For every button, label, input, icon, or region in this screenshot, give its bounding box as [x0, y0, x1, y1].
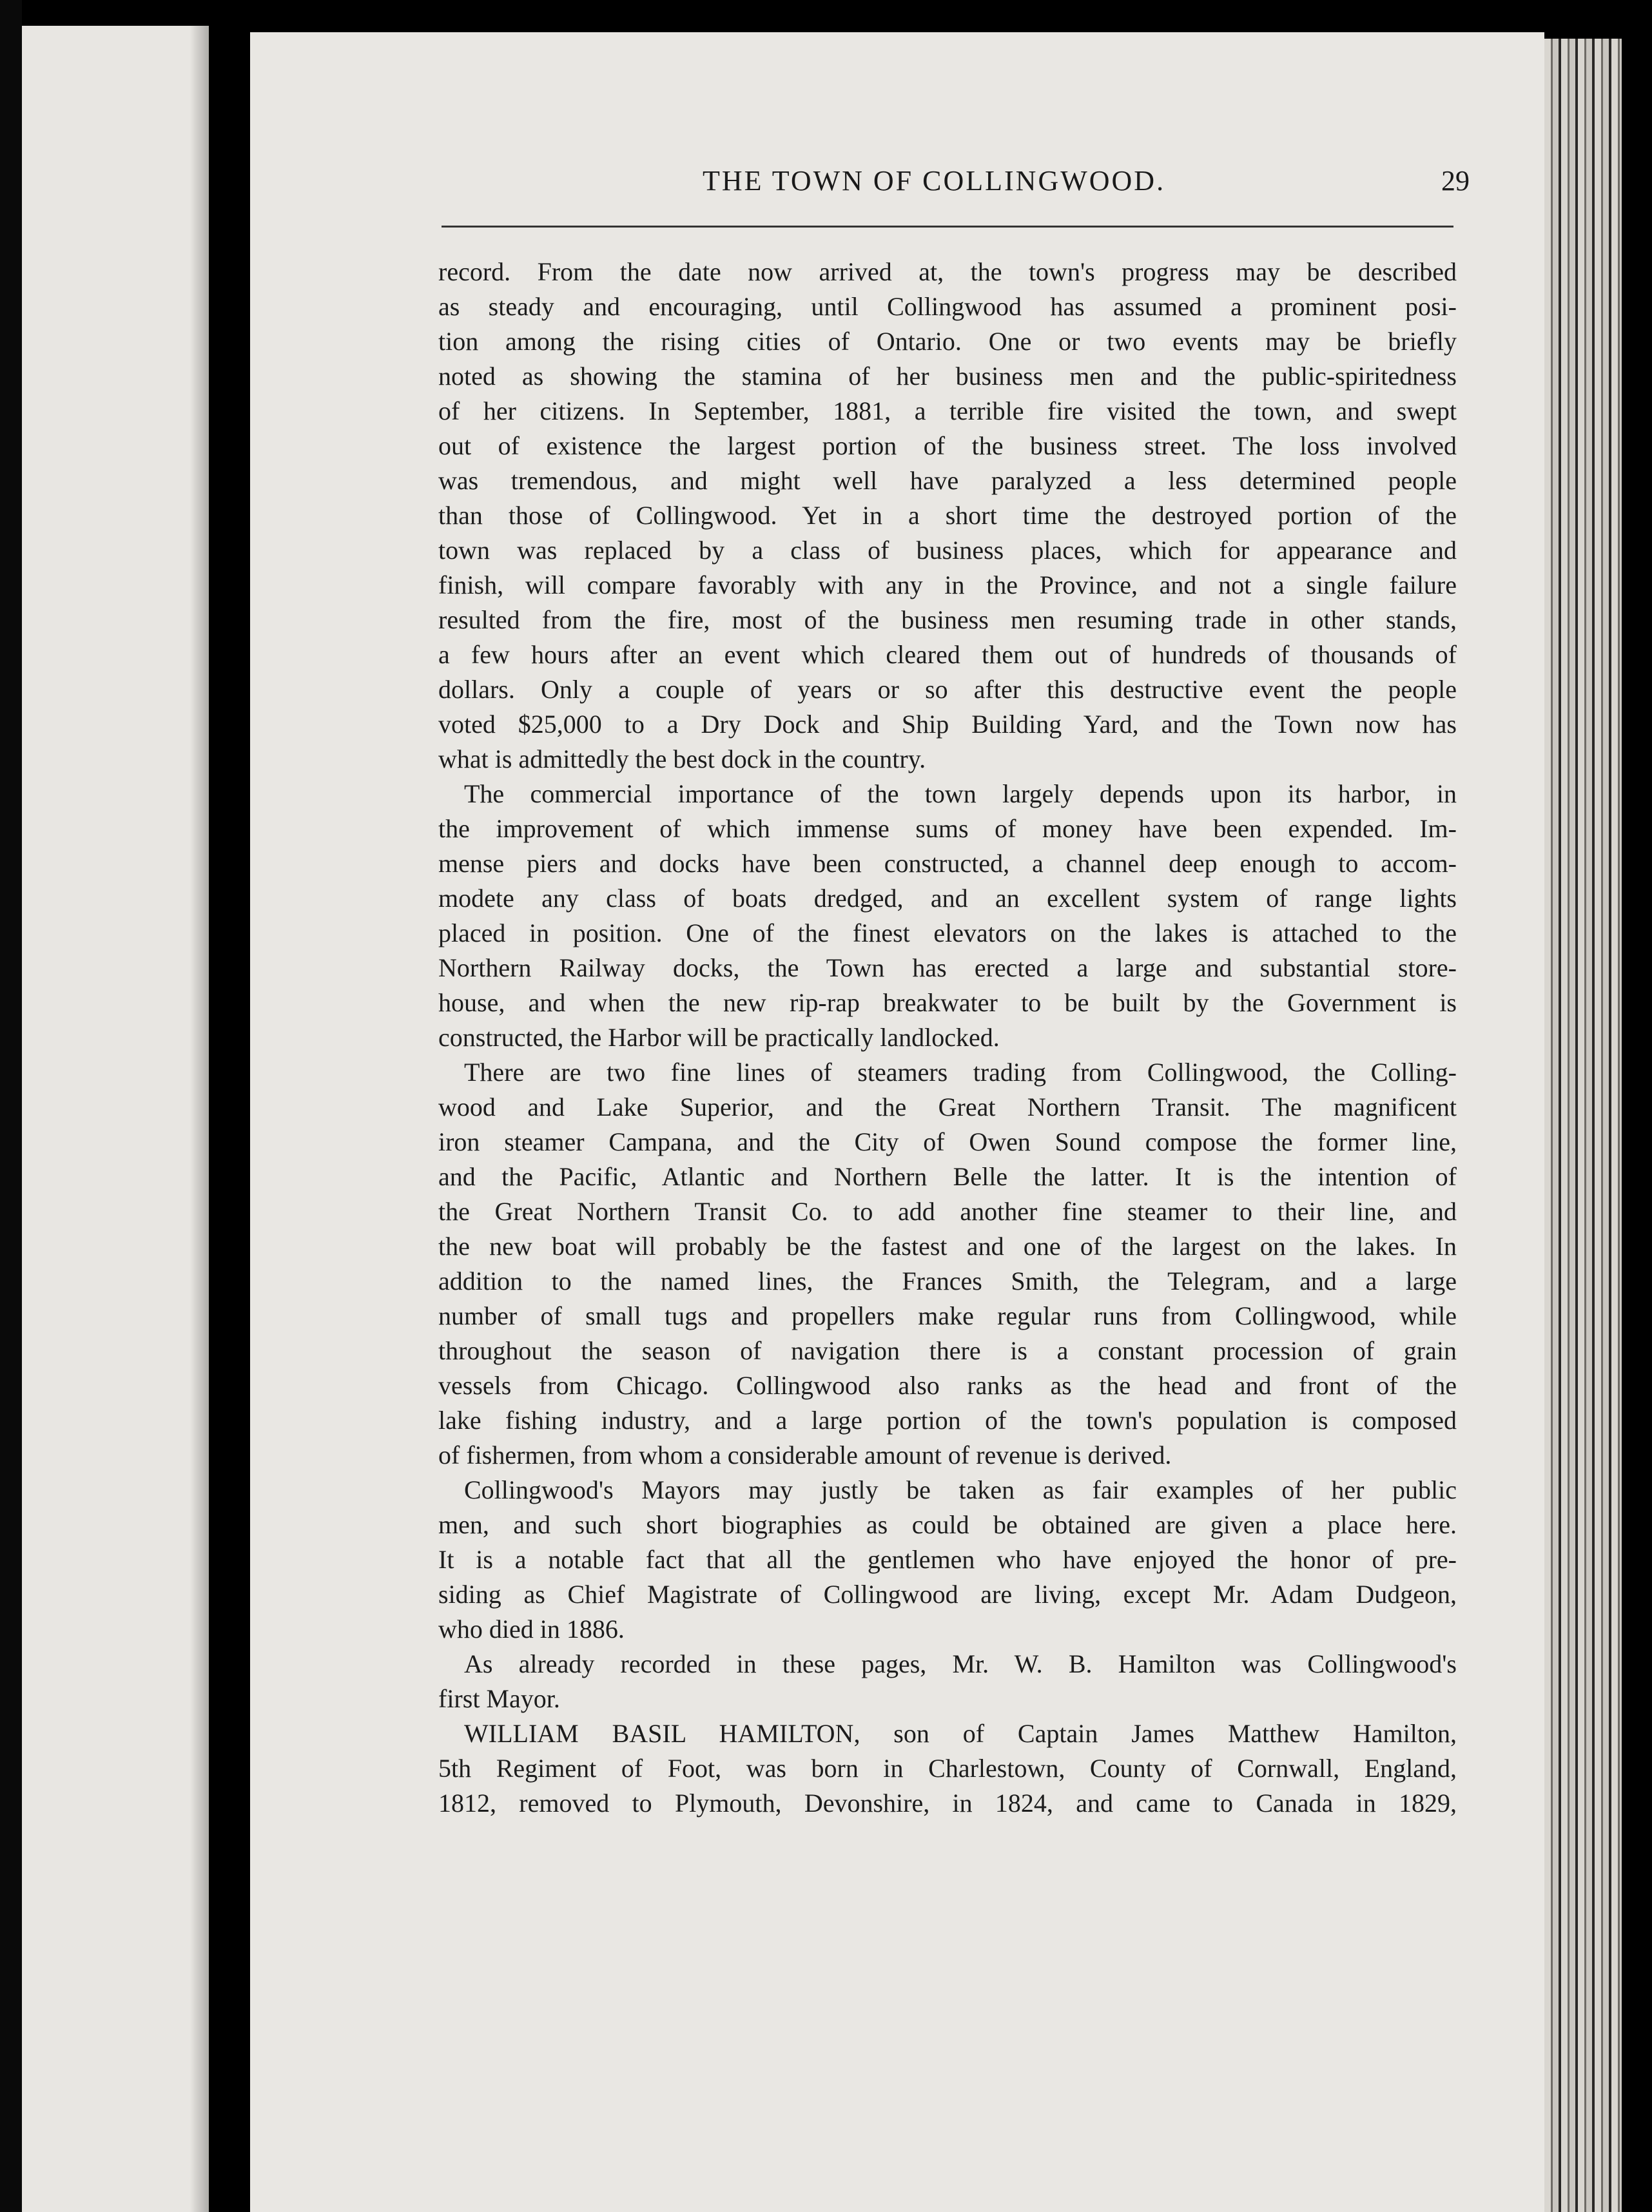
- text-line: 5th Regiment of Foot, was born in Charlestown, County of Cornwall, England,: [438, 1754, 1457, 1783]
- text-line: mense piers and docks have been constructed, a channel deep enough to accom-: [438, 849, 1457, 878]
- text-line: There are two fine lines of steamers trading from Collingwood, the Colling-: [464, 1058, 1457, 1087]
- page-header: [438, 164, 1508, 209]
- facing-page-edge: [22, 26, 209, 2212]
- text-line: the new boat will probably be the fastest and one of the largest on the lakes. In: [438, 1232, 1457, 1261]
- text-line: finish, will compare favorably with any in the Province, and not a single failure: [438, 570, 1457, 599]
- text-line: addition to the named lines, the Frances Smith, the Telegram, and a large: [438, 1266, 1457, 1295]
- text-line: number of small tugs and propellers make regular runs from Collingwood, while: [438, 1301, 1457, 1330]
- text-line: placed in position. One of the finest elevators on the lakes is attached to the: [438, 918, 1457, 947]
- text-line: who died in 1886.: [438, 1615, 625, 1644]
- page-number: 29: [1441, 165, 1470, 197]
- header-rule: [442, 226, 1453, 228]
- scan-right-edge: [1622, 0, 1652, 2212]
- text-line: first Mayor.: [438, 1684, 560, 1713]
- text-line: tion among the rising cities of Ontario. One or two events may be briefly: [438, 327, 1457, 356]
- body-text: [438, 255, 1457, 1821]
- text-line: house, and when the new rip-rap breakwater to be built by the Government is: [438, 988, 1457, 1017]
- scan-left-edge: [0, 0, 22, 2212]
- text-line: 1812, removed to Plymouth, Devonshire, in 1824, and came to Canada in 1829,: [438, 1789, 1457, 1818]
- text-line: a few hours after an event which cleared them out of hundreds of thousands of: [438, 640, 1457, 669]
- text-line: wood and Lake Superior, and the Great Northern Transit. The magnificent: [438, 1092, 1457, 1121]
- text-line: lake fishing industry, and a large portion of the town's population is composed: [438, 1406, 1457, 1435]
- text-line: of fishermen, from whom a considerable amount of revenue is derived.: [438, 1441, 1172, 1470]
- text-line: and the Pacific, Atlantic and Northern Belle the latter. It is the intention of: [438, 1162, 1457, 1191]
- text-line: was tremendous, and might well have paralyzed a less determined people: [438, 466, 1457, 495]
- text-line: what is admittedly the best dock in the country.: [438, 744, 926, 773]
- text-line: throughout the season of navigation there is a constant procession of grain: [438, 1336, 1457, 1365]
- text-line: The commercial importance of the town largely depends upon its harbor, in: [464, 779, 1457, 808]
- text-line: town was replaced by a class of business places, which for appearance and: [438, 536, 1457, 565]
- text-line: As already recorded in these pages, Mr. W. B. Hamilton was Collingwood's: [464, 1649, 1457, 1678]
- text-line: out of existence the largest portion of the business street. The loss involved: [438, 431, 1457, 460]
- text-line: Collingwood's Mayors may justly be taken as fair examples of her public: [464, 1475, 1457, 1504]
- text-line: as steady and encouraging, until Collingwood has assumed a prominent posi-: [438, 292, 1457, 321]
- text-line: siding as Chief Magistrate of Collingwood are living, except Mr. Adam Dudgeon,: [438, 1580, 1457, 1609]
- text-line: Northern Railway docks, the Town has erected a large and substantial store-: [438, 953, 1457, 982]
- text-line: It is a notable fact that all the gentlemen who have enjoyed the honor of pre-: [438, 1545, 1457, 1574]
- text-line: iron steamer Campana, and the City of Owen Sound compose the former line,: [438, 1127, 1457, 1156]
- facing-page-shadow: [189, 26, 209, 2212]
- text-line: voted $25,000 to a Dry Dock and Ship Building Yard, and the Town now has: [438, 710, 1457, 739]
- running-title: THE TOWN OF COLLINGWOOD.: [703, 165, 1166, 197]
- text-line: men, and such short biographies as could be obtained are given a place here.: [438, 1510, 1457, 1539]
- page-stack-edges: [1544, 39, 1622, 2212]
- text-line: resulted from the fire, most of the business men resuming trade in other stands,: [438, 605, 1457, 634]
- text-line: dollars. Only a couple of years or so after this destructive event the people: [438, 675, 1457, 704]
- text-line: WILLIAM BASIL HAMILTON, son of Captain James Matthew Hamilton,: [464, 1719, 1457, 1748]
- text-line: noted as showing the stamina of her business men and the public-spiritedness: [438, 362, 1457, 391]
- text-line: vessels from Chicago. Collingwood also ranks as the head and front of the: [438, 1371, 1457, 1400]
- text-line: modete any class of boats dredged, and an excellent system of range lights: [438, 884, 1457, 913]
- text-line: the Great Northern Transit Co. to add another fine steamer to their line, and: [438, 1197, 1457, 1226]
- text-line: record. From the date now arrived at, the town's progress may be described: [438, 257, 1457, 286]
- text-line: of her citizens. In September, 1881, a terrible fire visited the town, and swept: [438, 396, 1457, 425]
- text-line: constructed, the Harbor will be practically landlocked.: [438, 1023, 1000, 1052]
- text-line: the improvement of which immense sums of money have been expended. Im-: [438, 814, 1457, 843]
- text-line: than those of Collingwood. Yet in a short time the destroyed portion of the: [438, 501, 1457, 530]
- book-gutter: [209, 0, 250, 2212]
